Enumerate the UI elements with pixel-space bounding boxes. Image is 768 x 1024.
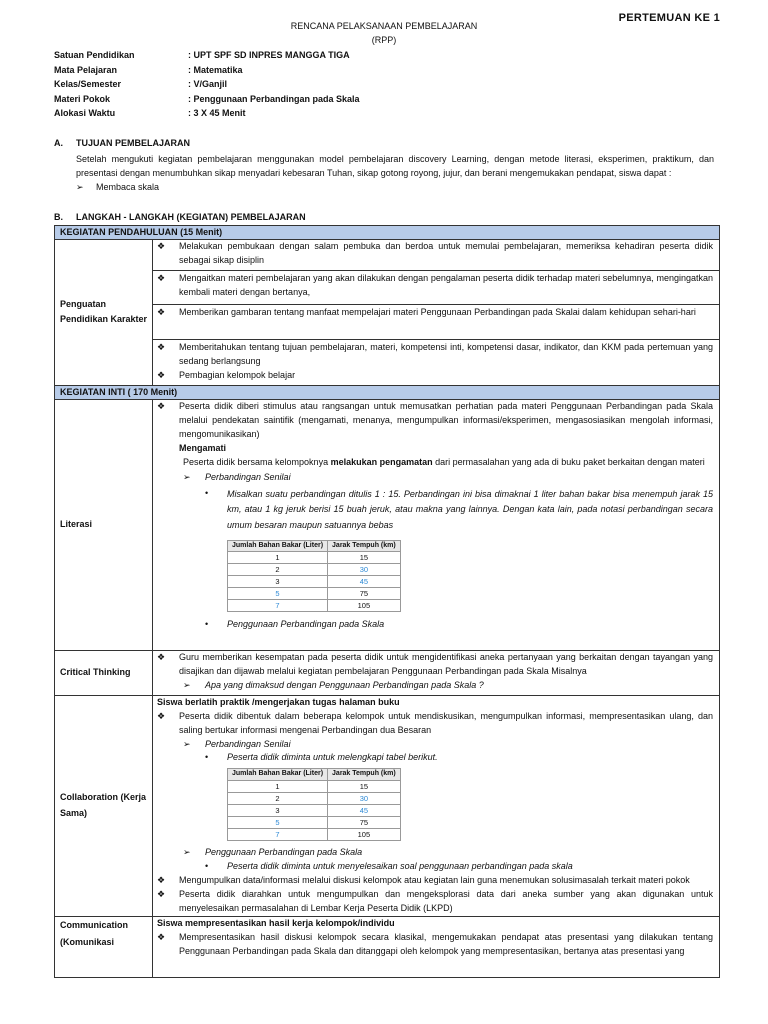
communication-heading: Siswa mempresentasikan hasil kerja kelompok/individu [157,918,395,929]
list-item: • Misalkan suatu perbandingan ditulis 1 : 15. Perbandingan ini bisa dimaknai 1 liter bahan bakar bisa menempuh jarak 15 km, atau 1 kg jeruk berisi 15 buah jeruk, atau makna yang lainnya. Dengan kata lain, pada notasi perbandingan secara umum besaran maupun satuannya bebas [157,485,713,534]
activities-table [54,225,720,978]
pendahuluan-label: Penguatan Pendidikan Karakter [55,240,153,386]
pendahuluan-header: KEGIATAN PENDAHULUAN (15 Menit) [55,226,720,240]
identity-label: Mata Pelajaran [54,64,118,75]
list-item: ➢ Perbandingan Senilai [157,470,713,485]
list-item: ❖ Mengaitkan materi pembelajaran yang akan dilakukan dengan pengalaman peserta didik terhadap materi sebelumnya, mengingatkan kembali materi dengan bertanya, [153,270,719,304]
table-row: 1 15 [228,780,401,792]
list-item: ❖ Guru memberikan kesempatan pada peserta didik untuk mengidentifikasi aneka pertanyaan yang berkaitan dengan tayangan yang disajikan dan dijawab melalui kegiatan pembelajaran Penggunaan Perbandingan pada Skala Misalnya [157,651,713,679]
table-header: Jumlah Bahan Bakar (Liter) [228,540,328,551]
arrow-icon: ➢ [183,679,191,690]
list-item: ❖ Mengumpulkan data/informasi melalui diskusi kelompok atau kegiatan lain guna menemukan solusimasalah terkait materi pokok [157,874,713,888]
section-a-heading [54,137,190,151]
table-row: 1 15 [228,552,401,564]
document-subtitle: (RPP) [371,35,397,45]
critical-label: Critical Thinking [55,650,153,695]
communication-content [153,917,720,978]
table-row: 2 30 [228,564,401,576]
identity-value: : Penggunaan Perbandingan pada Skala [188,93,360,104]
communication-label: Communication (Komunikasi [55,917,153,978]
list-item: ❖ Peserta didik diarahkan untuk mengumpulkan dan mengeksplorasi data dari aneka sumber yang akan digunakan untuk menyelesaikan permasalahan di Lembar Kerja Peserta Didik (LKPD) [157,888,713,916]
list-item: ❖ Melakukan pembukaan dengan salam pembuka dan berdoa untuk memulai pembelajaran, memeriksa kehadiran peserta didik sebagai sikap disiplin [157,240,713,270]
fuel-table-wrap [157,765,713,846]
table-row: 5 75 [228,588,401,600]
collaboration-content [153,695,720,916]
identity-value: : 3 X 45 Menit [188,108,246,118]
dot-icon: • [205,618,209,629]
diamond-icon: ❖ [157,342,166,352]
list-item: • Peserta didik diminta untuk menyelesaikan soal penggunaan perbandingan pada skala [157,860,713,874]
diamond-icon: ❖ [157,932,166,942]
diamond-icon: ❖ [157,875,166,886]
list-item: • Peserta didik diminta untuk melengkapi tabel berikut. [157,751,713,765]
diamond-icon: ❖ [157,369,166,380]
diamond-icon: ❖ [157,710,166,721]
document-title: RENCANA PELAKSANAAN PEMBELAJARAN [290,21,478,31]
list-item: ❖ Memberitahukan tentang tujuan pembelajaran, materi, kompetensi inti, kompetensi dasar, indikator, dan KKM pada pertemuan yang sedang berlangsung [153,339,719,369]
list-item: ❖ Mempresentasikan hasil diskusi kelompok secara klasikal, mengemukakan pendapat atas presentasi yang dilakukan tentang Penggunaan Perbandingan pada Skala dan ditanggapi oleh kelompok yang mempresentasikan, bertanya atas presentasi yang [157,931,713,959]
identity-row [54,78,360,93]
identity-label: Alokasi Waktu [54,108,116,118]
identity-row [54,64,360,79]
dot-icon: • [205,487,209,498]
table-row: 7 105 [228,828,401,840]
diamond-icon: ❖ [157,889,166,900]
literasi-content [153,399,720,650]
identity-row [54,93,360,108]
table-header: Jumlah Bahan Bakar (Liter) [228,769,328,780]
section-a-text: Setelah mengukuti kegiatan pembelajaran menggunakan model pembelajaran discovery Learning, dengan metode literasi, eksperimen, praktikum, dan presentasi dengan menumbuhkan sikap menyadari kebesaran Tuhan, sikap gotong royong, jujur, dan berani mengemukakan pendapat, siswa dapat : [76,154,714,179]
section-a-bullet [76,181,714,195]
identity-label: Materi Pokok [54,93,111,104]
identity-value: : Matematika [188,64,243,75]
identity-block [54,49,360,122]
diamond-icon: ❖ [157,307,166,317]
fuel-table-wrap [157,534,713,616]
list-item: ❖ Peserta didik dibentuk dalam beberapa kelompok untuk mendiskusikan, mengumpulkan informasi, mempresentasikan ulang, dan saling bertukar informasi mengenai Perbandingan dua Besaran [157,710,713,738]
section-a-title: TUJUAN PEMBELAJARAN [76,138,191,148]
list-item: ➢ Perbandingan Senilai [157,738,713,752]
table-row: 7 105 [228,600,401,612]
diamond-icon: ❖ [157,241,166,251]
identity-value: : UPT SPF SD INPRES MANGGA TIGA [188,50,350,60]
section-a-number: A. [54,138,63,148]
diamond-icon: ❖ [157,273,166,283]
fuel-distance-table [227,768,401,840]
identity-label: Satuan Pendidikan [54,50,135,60]
table-row: 5 75 [228,816,401,828]
table-row: 3 45 [228,804,401,816]
fuel-distance-table [227,540,401,612]
section-b-title: LANGKAH - LANGKAH (KEGIATAN) PEMBELAJARAN [76,212,306,222]
list-item: ❖ Memberikan gambaran tentang manfaat mempelajari materi Penggunaan Perbandingan pada Skalai dalam kehidupan sehari-hari [153,304,719,339]
arrow-icon: ➢ [76,182,84,192]
identity-value: : V/Ganjil [188,79,228,89]
arrow-icon: ➢ [183,738,191,749]
dot-icon: • [205,861,209,872]
critical-content [153,650,720,695]
diamond-icon: ❖ [157,651,166,662]
identity-row [54,107,360,122]
identity-label: Kelas/Semester [54,79,122,89]
table-row: 2 30 [228,792,401,804]
diamond-icon: ❖ [157,400,166,411]
list-item: ➢ Penggunaan Perbandingan pada Skala [157,846,713,860]
list-item: ➢ Apa yang dimaksud dengan Penggunaan Perbandingan pada Skala ? [157,679,713,693]
literasi-label: Literasi [55,399,153,650]
list-item: ❖ Pembagian kelompok belajar [157,369,713,385]
inti-header: KEGIATAN INTI ( 170 Menit) [55,385,720,399]
list-item: • Penggunaan Perbandingan pada Skala [157,616,713,632]
table-row: 3 45 [228,576,401,588]
collaboration-label: Collaboration (Kerja Sama) [55,695,153,916]
pendahuluan-items [153,240,720,386]
table-header: Jarak Tempuh (km) [328,769,401,780]
arrow-icon: ➢ [183,847,191,858]
section-b-heading [54,211,306,225]
dot-icon: • [205,752,209,763]
identity-row [54,49,360,64]
mengamati-title: Mengamati [179,442,227,453]
list-item: ❖ Peserta didik diberi stimulus atau rangsangan untuk memusatkan perhatian pada materi Penggunaan Perbandingan pada Skala melalui pendekatan saintifik (mengamati, menanya, mengumpulkan informasi/eksperimen, mengasosiasikan mengolah informasi, mengomunikasikan) [157,400,713,442]
collaboration-heading: Siswa berlatih praktik /mengerjakan tugas halaman buku [157,696,400,707]
mengamati-text: Peserta didik bersama kelompoknya melakukan pengamatan dari permasalahan yang ada di buku paket berkaitan dengan materi [183,456,705,467]
section-b-number: B. [54,212,63,222]
arrow-icon: ➢ [183,471,191,482]
section-a-bullet-text: Membaca skala [96,182,160,192]
meeting-number: PERTEMUAN KE 1 [618,12,720,24]
table-header: Jarak Tempuh (km) [328,540,401,551]
